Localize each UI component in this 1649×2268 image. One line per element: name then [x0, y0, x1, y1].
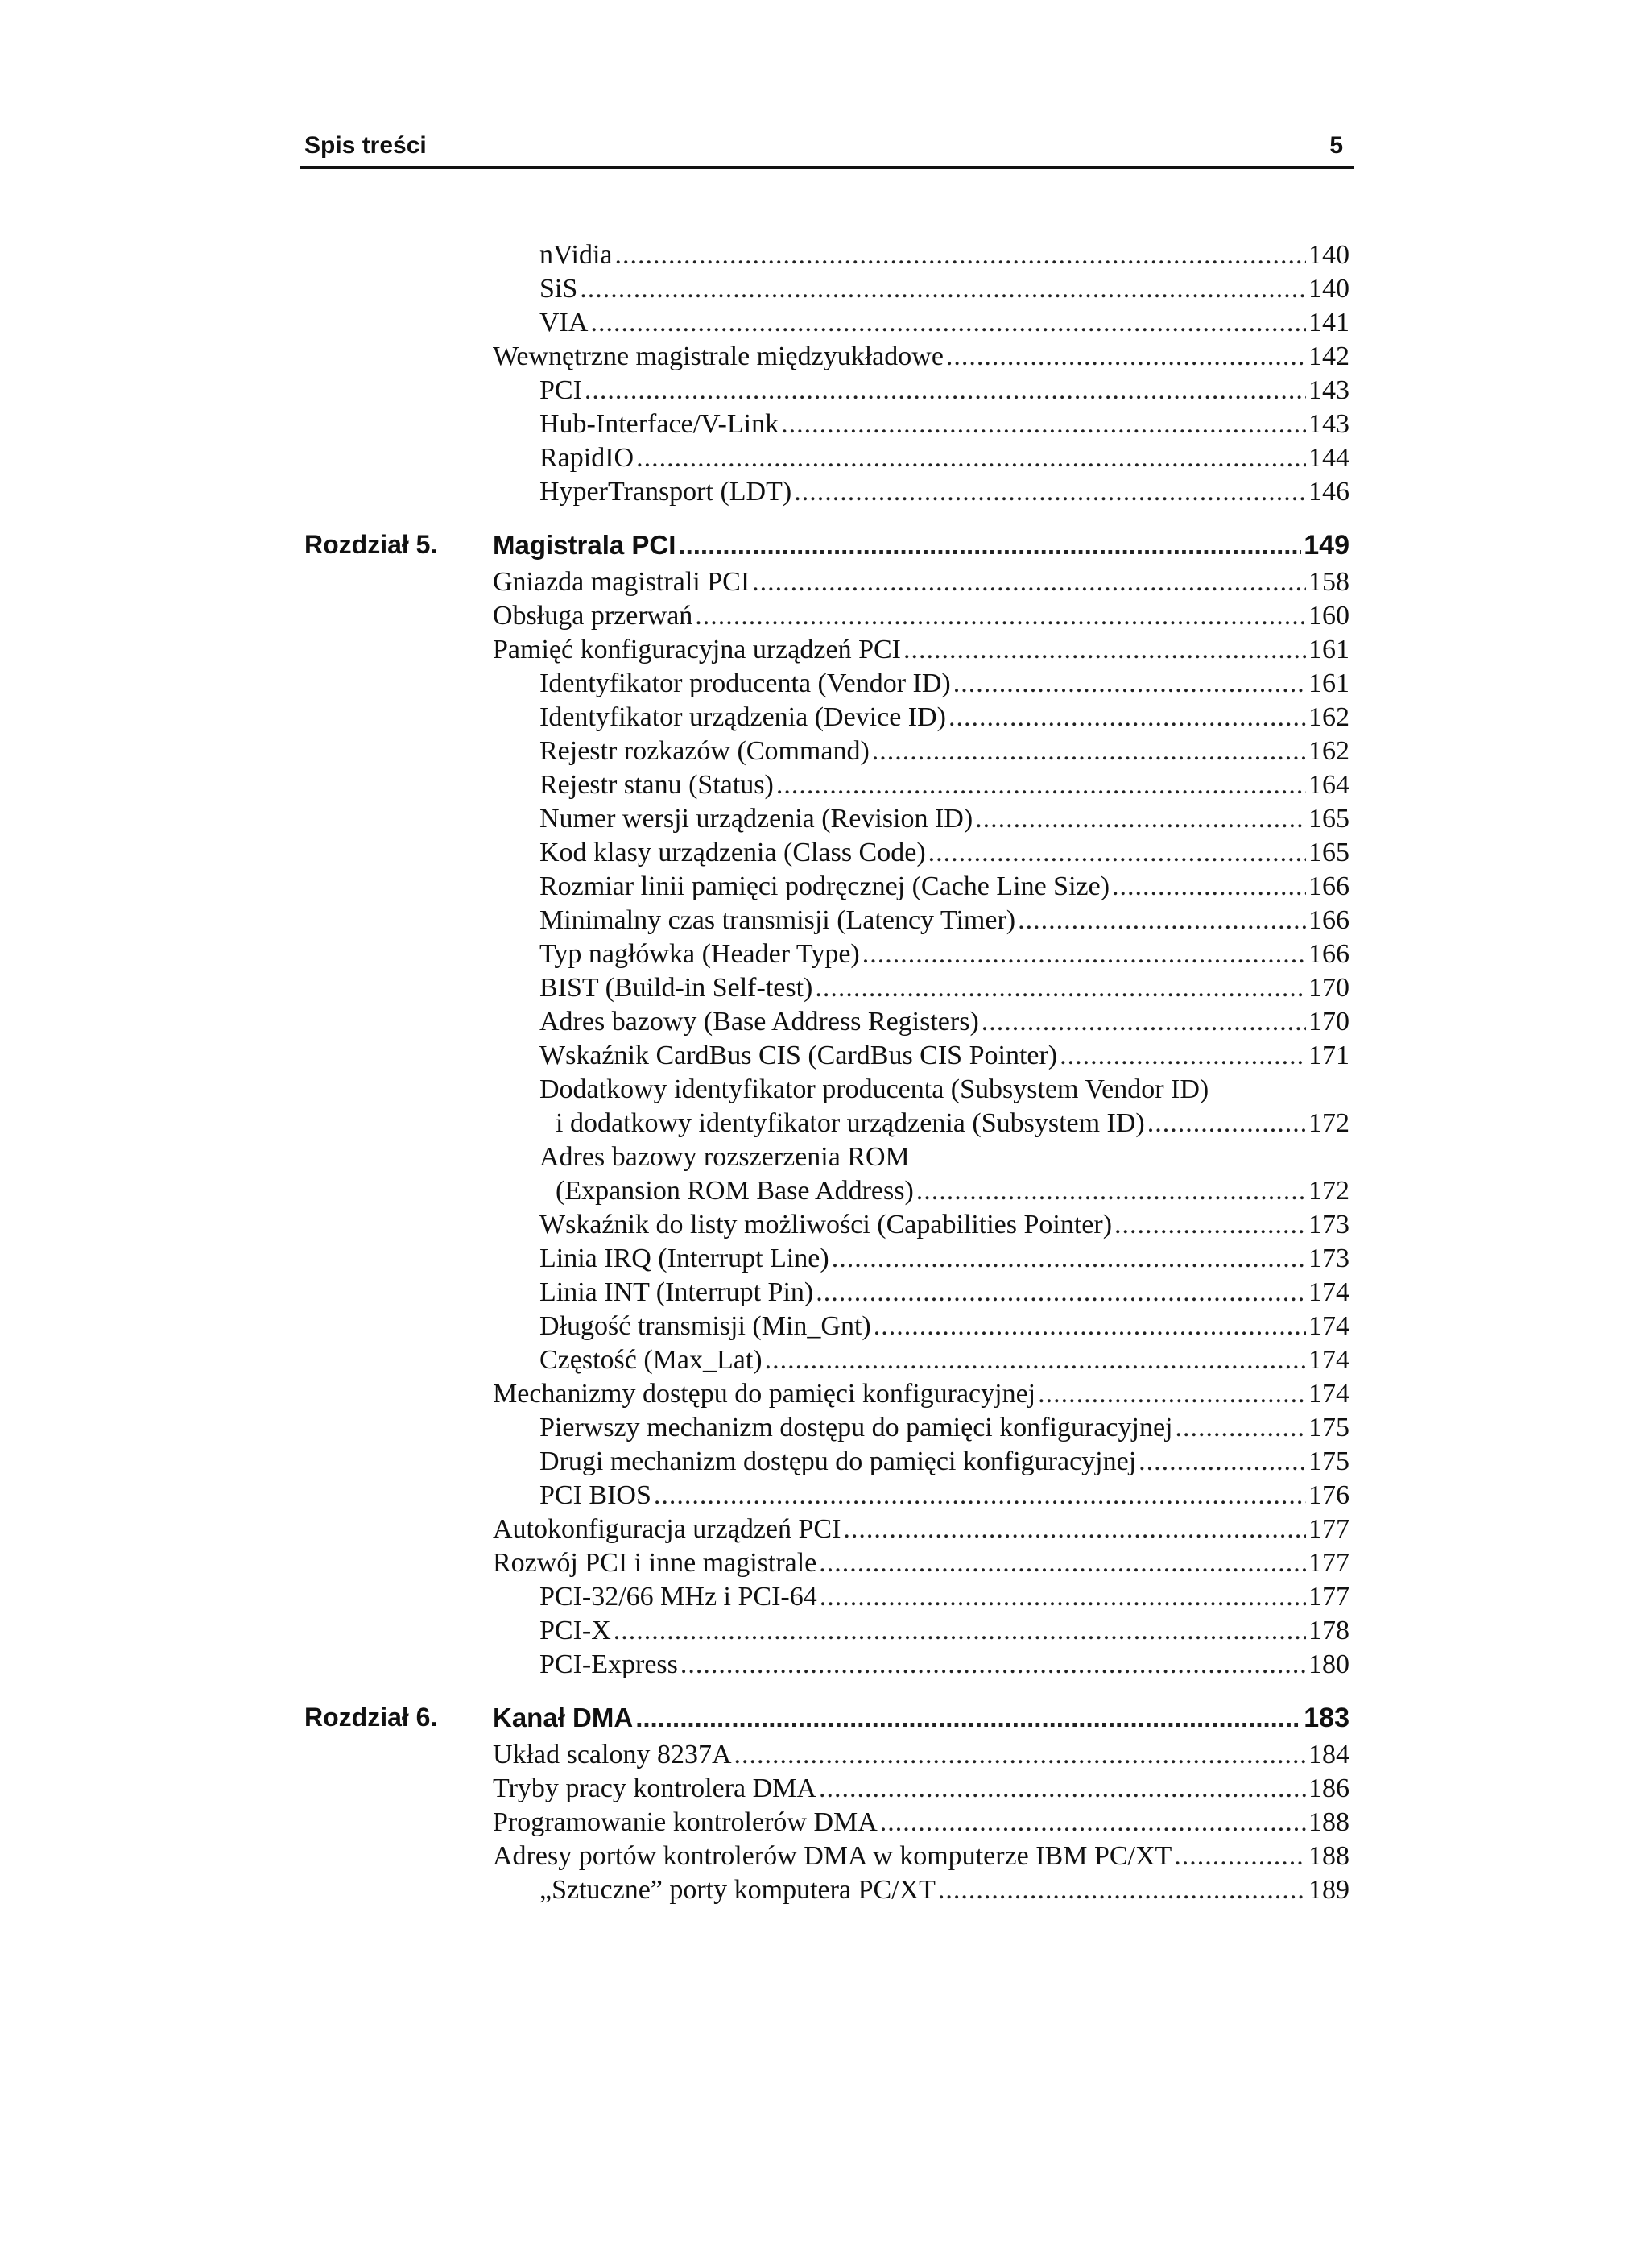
toc-entry-title: Identyfikator urządzenia (Device ID) [539, 702, 947, 732]
dot-leader [903, 633, 1306, 667]
toc-entry-title: Rejestr rozkazów (Command) [539, 736, 870, 766]
toc-entry[interactable] [539, 1873, 1349, 1907]
toc-entry-title: Rejestr stanu (Status) [539, 770, 774, 800]
toc-entry[interactable] [539, 1411, 1349, 1445]
toc-entry-title: Częstość (Max_Lat) [539, 1345, 763, 1375]
toc-entry-title: PCI BIOS [539, 1480, 651, 1510]
dot-leader [765, 1343, 1306, 1377]
toc-entry-title: Tryby pracy kontrolera DMA [493, 1773, 816, 1803]
toc-entry-title: Magistrala PCI [493, 530, 676, 560]
toc-entry[interactable] [539, 904, 1349, 937]
toc-page-number: 180 [1308, 1649, 1349, 1679]
dot-leader [776, 768, 1306, 802]
toc-entry-title: (Expansion ROM Base Address) [556, 1176, 914, 1206]
toc-page-number: 172 [1308, 1108, 1349, 1138]
toc-entry[interactable] [539, 667, 1349, 701]
dot-leader [948, 701, 1306, 735]
dot-leader [1114, 1208, 1306, 1242]
toc-page-number: 186 [1308, 1773, 1349, 1803]
dot-leader [819, 1772, 1306, 1806]
toc-row [0, 565, 1649, 599]
toc-row [0, 1546, 1649, 1580]
dot-leader [1175, 1411, 1306, 1445]
toc-page-number: 183 [1304, 1703, 1349, 1733]
dot-leader [680, 1648, 1306, 1682]
dot-leader [832, 1242, 1306, 1276]
toc-chapter-row [0, 1699, 1649, 1738]
dot-leader [1112, 870, 1306, 904]
toc-row [0, 870, 1649, 904]
toc-row [0, 1479, 1649, 1513]
toc-page-number: 142 [1308, 341, 1349, 371]
toc-entry[interactable] [493, 1699, 1349, 1736]
toc-page-number: 178 [1308, 1616, 1349, 1645]
toc-entry[interactable] [493, 340, 1349, 374]
toc-entry[interactable] [539, 1208, 1349, 1242]
toc-entry[interactable] [539, 1445, 1349, 1479]
toc-page-number: 164 [1308, 770, 1349, 800]
toc-page-number: 161 [1308, 668, 1349, 698]
toc-page-number: 143 [1308, 375, 1349, 405]
toc-entry[interactable] [539, 1242, 1349, 1276]
toc-entry[interactable] [539, 870, 1349, 904]
dot-leader [816, 1276, 1306, 1310]
dot-leader [982, 1005, 1306, 1039]
dot-leader [843, 1513, 1306, 1546]
toc-page-number: 146 [1308, 477, 1349, 507]
dot-leader [1174, 1840, 1306, 1873]
toc-page-number: 188 [1308, 1841, 1349, 1871]
toc-entry-title: Adres bazowy rozszerzenia ROM [539, 1142, 910, 1172]
toc-entry[interactable] [493, 1738, 1349, 1772]
toc-entry[interactable] [539, 374, 1349, 408]
toc-entry-title: Mechanizmy dostępu do pamięci konfiguracyjnej [493, 1379, 1036, 1409]
dot-leader [781, 408, 1306, 441]
toc-row [0, 272, 1649, 306]
toc-row [0, 475, 1649, 509]
dot-leader [975, 802, 1306, 836]
toc-page-number: 158 [1308, 567, 1349, 597]
dot-leader [928, 836, 1306, 870]
toc-entry-title: Układ scalony 8237A [493, 1740, 732, 1769]
toc-entry[interactable] [539, 836, 1349, 870]
toc-entry[interactable] [493, 565, 1349, 599]
dot-leader [654, 1479, 1306, 1513]
toc-entry[interactable] [539, 1140, 1349, 1174]
dot-leader [874, 1310, 1306, 1343]
toc-entry-title: HyperTransport (LDT) [539, 477, 792, 507]
toc-entry[interactable] [556, 1107, 1349, 1140]
toc-entry-title: Kod klasy urządzenia (Class Code) [539, 838, 926, 867]
toc-page-number: 175 [1308, 1446, 1349, 1476]
toc-page-number: 174 [1308, 1379, 1349, 1409]
toc-entry-title: Adres bazowy (Base Address Registers) [539, 1007, 979, 1037]
toc-page-number: 166 [1308, 939, 1349, 969]
dot-leader [794, 475, 1306, 509]
toc-row [0, 1738, 1649, 1772]
toc-page-number: 162 [1308, 702, 1349, 732]
toc-page-number: 166 [1308, 871, 1349, 901]
toc-page-number: 189 [1308, 1875, 1349, 1905]
dot-leader [946, 340, 1306, 374]
toc-page-number: 170 [1308, 1007, 1349, 1037]
toc-page-number: 177 [1308, 1514, 1349, 1544]
toc-entry-title: SiS [539, 274, 578, 304]
chapter-number: Rozdział 6. [304, 1703, 438, 1732]
toc-row [0, 1513, 1649, 1546]
toc-entry-title: Obsługa przerwań [493, 601, 693, 631]
dot-leader [872, 735, 1306, 768]
toc-row [0, 374, 1649, 408]
toc-page-number: 172 [1308, 1176, 1349, 1206]
toc-page-number: 162 [1308, 736, 1349, 766]
toc-page-number: 165 [1308, 838, 1349, 867]
table-of-contents [0, 238, 1649, 1907]
toc-entry-title: Długość transmisji (Min_Gnt) [539, 1311, 871, 1341]
dot-leader [635, 1699, 1301, 1736]
toc-row [0, 735, 1649, 768]
toc-entry[interactable] [539, 475, 1349, 509]
toc-row [0, 1107, 1649, 1140]
toc-entry[interactable] [539, 1343, 1349, 1377]
toc-entry-title: Wewnętrzne magistrale międzyukładowe [493, 341, 944, 371]
toc-entry-title: Adresy portów kontrolerów DMA w komputerze IBM PC/XT [493, 1841, 1172, 1871]
toc-row [0, 904, 1649, 937]
toc-entry-title: PCI [539, 375, 582, 405]
toc-page-number: 175 [1308, 1413, 1349, 1442]
toc-row [0, 1377, 1649, 1411]
toc-page-number: 160 [1308, 601, 1349, 631]
toc-row [0, 306, 1649, 340]
toc-row [0, 441, 1649, 475]
toc-entry[interactable] [539, 306, 1349, 340]
toc-page-number: 143 [1308, 409, 1349, 439]
dot-leader [880, 1806, 1306, 1840]
toc-page-number: 149 [1304, 530, 1349, 561]
toc-entry[interactable] [539, 1039, 1349, 1073]
dot-leader [585, 374, 1306, 408]
dot-leader [916, 1174, 1306, 1208]
dot-leader [614, 1614, 1306, 1648]
toc-entry-title: Pamięć konfiguracyjna urządzeń PCI [493, 635, 901, 664]
toc-row [0, 1140, 1649, 1174]
toc-page-number: 174 [1308, 1277, 1349, 1307]
toc-entry-title: Autokonfiguracja urządzeń PCI [493, 1514, 841, 1544]
toc-entry-title: Identyfikator producenta (Vendor ID) [539, 668, 951, 698]
toc-chapter-row [0, 527, 1649, 565]
toc-entry-title: Kanał DMA [493, 1703, 634, 1732]
toc-page-number: 141 [1308, 308, 1349, 337]
toc-entry[interactable] [539, 408, 1349, 441]
toc-row [0, 802, 1649, 836]
toc-entry-title: Typ nagłówka (Header Type) [539, 939, 860, 969]
toc-page-number: 144 [1308, 443, 1349, 473]
toc-row [0, 1174, 1649, 1208]
toc-row [0, 1276, 1649, 1310]
dot-leader [1147, 1107, 1306, 1140]
toc-page-number: 140 [1308, 240, 1349, 270]
running-header [300, 129, 1354, 169]
toc-entry[interactable] [539, 1310, 1349, 1343]
toc-entry-title: Dodatkowy identyfikator producenta (Subsystem Vendor ID) [539, 1074, 1209, 1104]
toc-row [0, 1580, 1649, 1614]
toc-row [0, 599, 1649, 633]
toc-page-number: 140 [1308, 274, 1349, 304]
toc-entry-title: Linia INT (Interrupt Pin) [539, 1277, 814, 1307]
toc-entry-title: Wskaźnik do listy możliwości (Capabilities Pointer) [539, 1210, 1113, 1240]
section-gap [0, 509, 1649, 527]
toc-entry[interactable] [539, 441, 1349, 475]
toc-page-number: 174 [1308, 1345, 1349, 1375]
toc-row [0, 1772, 1649, 1806]
toc-entry[interactable] [539, 1073, 1349, 1107]
dot-leader [815, 971, 1306, 1005]
toc-entry-title: Linia IRQ (Interrupt Line) [539, 1244, 829, 1273]
toc-entry[interactable] [539, 802, 1349, 836]
toc-row [0, 1614, 1649, 1648]
toc-entry-title: Rozwój PCI i inne magistrale [493, 1548, 817, 1578]
toc-page-number: 177 [1308, 1582, 1349, 1612]
toc-entry-title: Numer wersji urządzenia (Revision ID) [539, 804, 973, 834]
section-gap [0, 1682, 1649, 1699]
toc-row [0, 1242, 1649, 1276]
dot-leader [1060, 1039, 1306, 1073]
toc-entry[interactable] [539, 1614, 1349, 1648]
toc-entry-title: Minimalny czas transmisji (Latency Timer) [539, 905, 1016, 935]
toc-entry-title: „Sztuczne” porty komputera PC/XT [539, 1875, 936, 1905]
toc-row [0, 238, 1649, 272]
toc-entry-title: PCI-Express [539, 1649, 678, 1679]
toc-row [0, 1208, 1649, 1242]
toc-page-number: 173 [1308, 1244, 1349, 1273]
dot-leader [820, 1580, 1306, 1614]
toc-entry[interactable] [493, 1546, 1349, 1580]
dot-leader [695, 599, 1306, 633]
toc-page-number: 176 [1308, 1480, 1349, 1510]
toc-row [0, 1343, 1649, 1377]
toc-page-number: 174 [1308, 1311, 1349, 1341]
toc-row [0, 1840, 1649, 1873]
toc-row [0, 1310, 1649, 1343]
toc-row [0, 971, 1649, 1005]
toc-entry[interactable] [539, 937, 1349, 971]
toc-entry[interactable] [539, 1276, 1349, 1310]
toc-row [0, 1806, 1649, 1840]
toc-entry[interactable] [539, 971, 1349, 1005]
toc-entry[interactable] [493, 1377, 1349, 1411]
toc-page-number: 161 [1308, 635, 1349, 664]
toc-page-number: 170 [1308, 973, 1349, 1003]
toc-page-number: 184 [1308, 1740, 1349, 1769]
toc-row [0, 1873, 1649, 1907]
chapter-number: Rozdział 5. [304, 530, 438, 559]
dot-leader [636, 441, 1306, 475]
toc-entry-title: BIST (Build-in Self-test) [539, 973, 813, 1003]
toc-entry[interactable] [493, 1840, 1349, 1873]
toc-row [0, 836, 1649, 870]
dot-leader [615, 238, 1307, 272]
dot-leader [580, 272, 1306, 306]
toc-row [0, 667, 1649, 701]
toc-entry[interactable] [493, 633, 1349, 667]
toc-row [0, 1445, 1649, 1479]
toc-page-number: 166 [1308, 905, 1349, 935]
dot-leader [1139, 1445, 1306, 1479]
toc-entry-title: Pierwszy mechanizm dostępu do pamięci konfiguracyjnej [539, 1413, 1173, 1442]
toc-entry[interactable] [539, 272, 1349, 306]
toc-page-number: 173 [1308, 1210, 1349, 1240]
header-page-number: 5 [1329, 132, 1343, 159]
toc-entry[interactable] [493, 1806, 1349, 1840]
toc-row [0, 1005, 1649, 1039]
toc-row [0, 701, 1649, 735]
toc-entry[interactable] [539, 1648, 1349, 1682]
toc-page-number: 177 [1308, 1548, 1349, 1578]
dot-leader [862, 937, 1306, 971]
toc-entry-title: Gniazda magistrali PCI [493, 567, 750, 597]
toc-row [0, 768, 1649, 802]
toc-entry-title: Rozmiar linii pamięci podręcznej (Cache Line Size) [539, 871, 1110, 901]
toc-entry[interactable] [493, 1513, 1349, 1546]
dot-leader [734, 1738, 1306, 1772]
toc-row [0, 1648, 1649, 1682]
toc-entry[interactable] [493, 1772, 1349, 1806]
toc-entry-title: i dodatkowy identyfikator urządzenia (Subsystem ID) [556, 1108, 1145, 1138]
toc-entry-title: VIA [539, 308, 589, 337]
toc-entry[interactable] [539, 1479, 1349, 1513]
dot-leader [678, 527, 1301, 564]
dot-leader [938, 1873, 1306, 1907]
toc-entry[interactable] [539, 1580, 1349, 1614]
toc-entry[interactable] [539, 238, 1349, 272]
toc-entry[interactable] [556, 1174, 1349, 1208]
toc-entry-title: nVidia [539, 240, 613, 270]
dot-leader [752, 565, 1306, 599]
toc-entry[interactable] [539, 768, 1349, 802]
header-title: Spis treści [304, 132, 427, 159]
toc-entry[interactable] [493, 599, 1349, 633]
toc-row [0, 408, 1649, 441]
dot-leader [819, 1546, 1306, 1580]
toc-entry[interactable] [539, 701, 1349, 735]
toc-entry-title: PCI-X [539, 1616, 611, 1645]
dot-leader [1018, 904, 1306, 937]
toc-entry-title: Drugi mechanizm dostępu do pamięci konfiguracyjnej [539, 1446, 1137, 1476]
toc-row [0, 937, 1649, 971]
toc-entry-title: Programowanie kontrolerów DMA [493, 1807, 878, 1837]
toc-entry[interactable] [493, 527, 1349, 564]
dot-leader [1038, 1377, 1306, 1411]
toc-row [0, 340, 1649, 374]
toc-row [0, 633, 1649, 667]
toc-entry-title: PCI-32/66 MHz i PCI-64 [539, 1582, 817, 1612]
toc-page-number: 165 [1308, 804, 1349, 834]
toc-page-number: 188 [1308, 1807, 1349, 1837]
toc-entry-title: Wskaźnik CardBus CIS (CardBus CIS Pointer) [539, 1041, 1058, 1070]
dot-leader [590, 306, 1306, 340]
toc-entry[interactable] [539, 735, 1349, 768]
toc-entry[interactable] [539, 1005, 1349, 1039]
toc-entry-title: Hub-Interface/V-Link [539, 409, 779, 439]
toc-row [0, 1411, 1649, 1445]
toc-row [0, 1039, 1649, 1073]
toc-page-number: 171 [1308, 1041, 1349, 1070]
dot-leader [953, 667, 1306, 701]
toc-row [0, 1073, 1649, 1107]
toc-entry-title: RapidIO [539, 443, 634, 473]
